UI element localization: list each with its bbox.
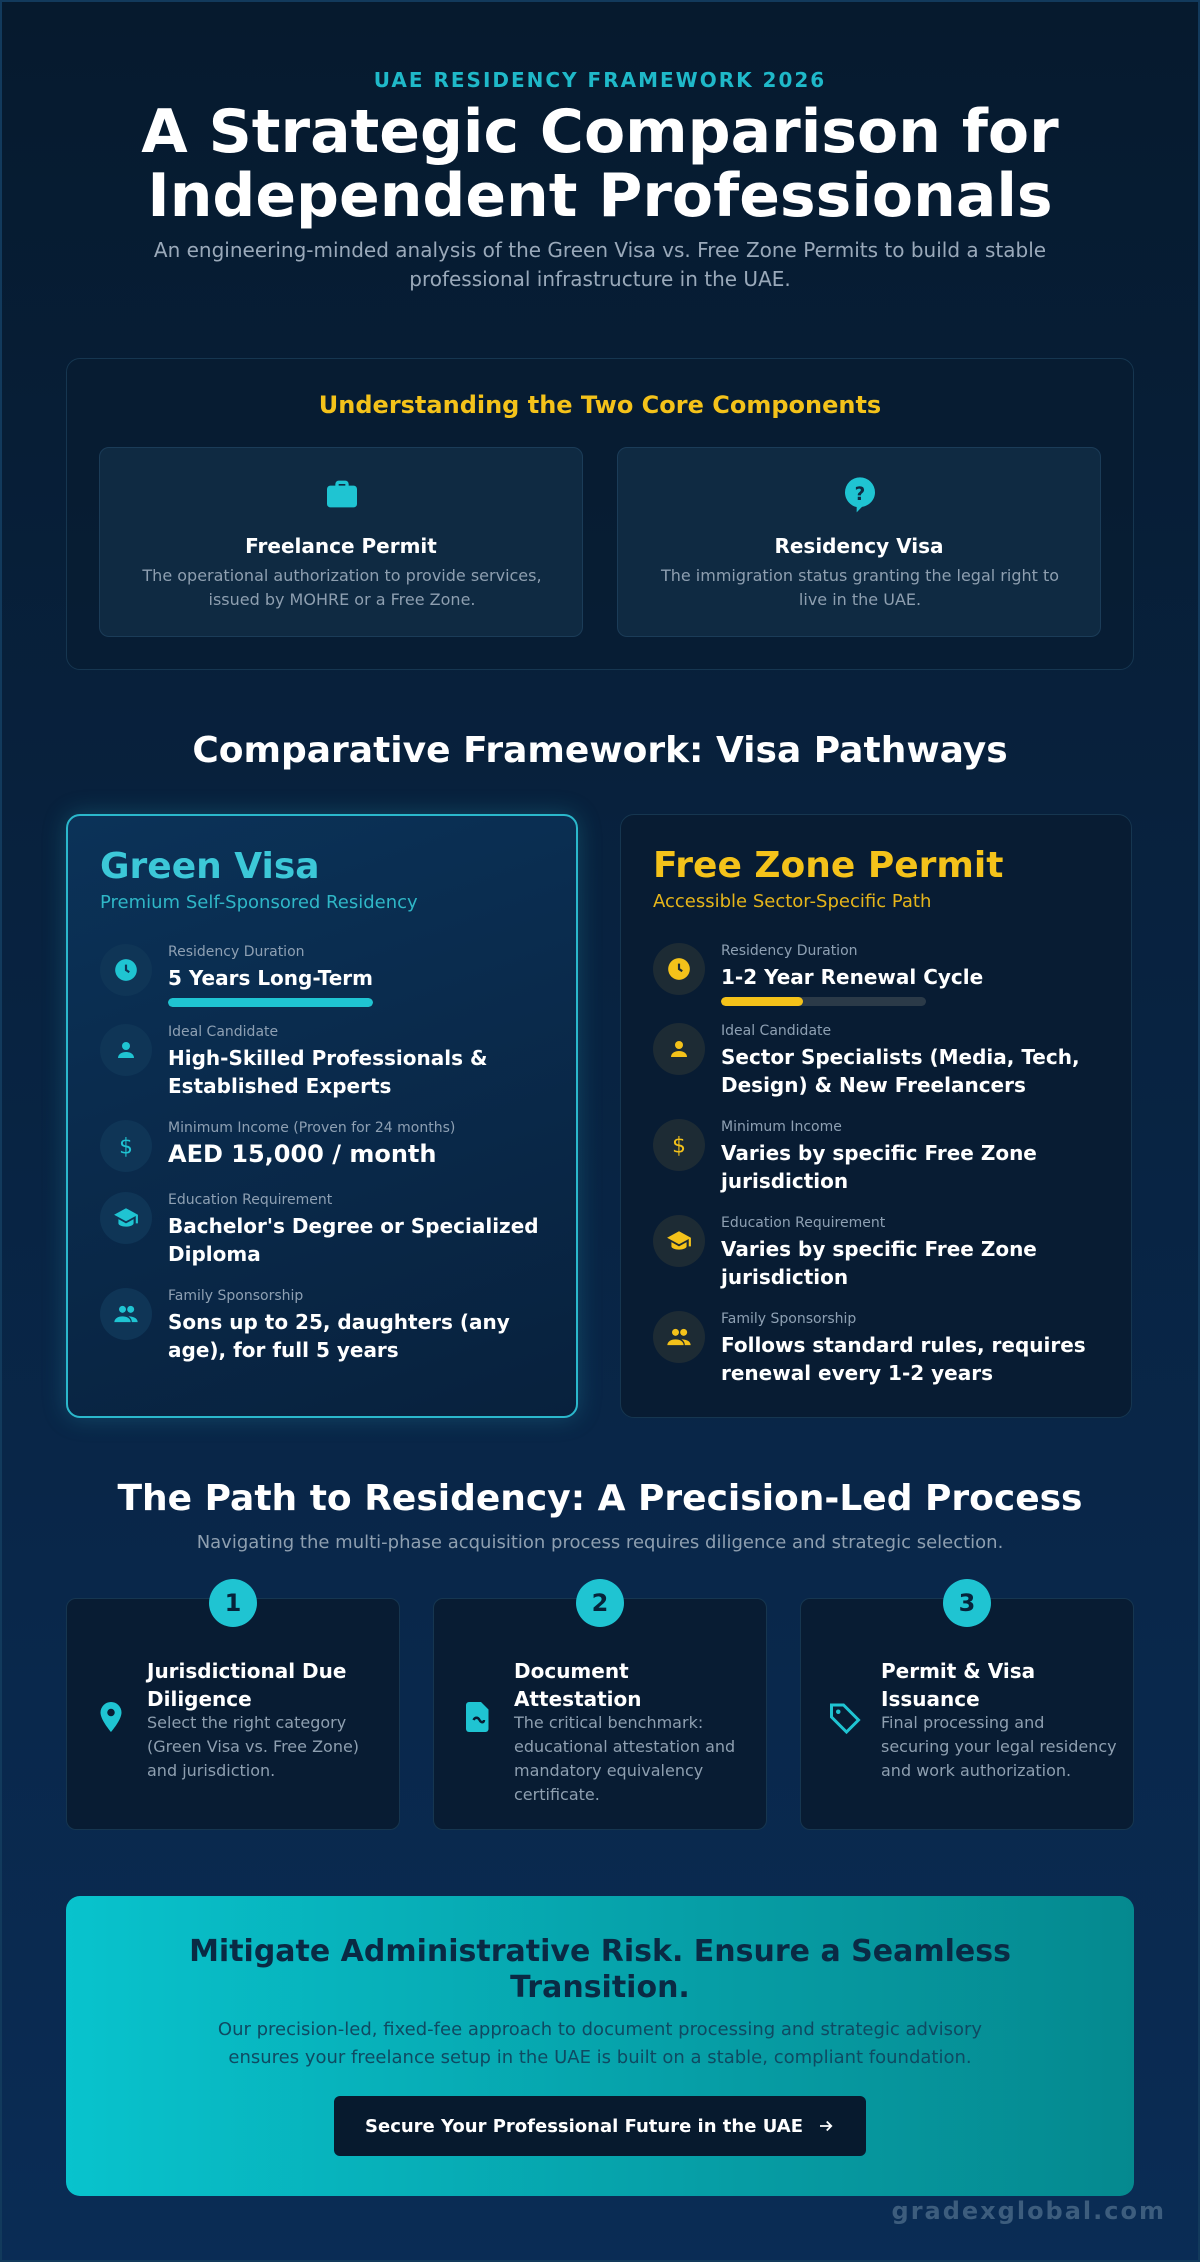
green-visa-title: Green Visa bbox=[100, 846, 320, 887]
row-label: Residency Duration bbox=[168, 944, 305, 960]
eyebrow-label: UAE RESIDENCY FRAMEWORK 2026 bbox=[373, 68, 827, 92]
person-icon bbox=[100, 1024, 152, 1076]
person-icon bbox=[653, 1023, 705, 1075]
row-value: Varies by specific Free Zone jurisdiction bbox=[721, 1237, 1037, 1289]
svg-text:$: $ bbox=[119, 1134, 133, 1159]
family-icon bbox=[653, 1311, 705, 1363]
cta-title: Mitigate Administrative Risk. Ensure a Seamless Transition. bbox=[189, 1934, 1011, 2005]
duration-bar bbox=[168, 998, 373, 1007]
dollar-icon bbox=[653, 1119, 705, 1171]
row-value: Bachelor's Degree or Specialized Diploma bbox=[168, 1214, 539, 1266]
svg-text:$: $ bbox=[672, 1133, 686, 1158]
footer-brand: gradexglobal.com bbox=[891, 2197, 1166, 2225]
duration-bar bbox=[721, 997, 926, 1006]
page-title: A Strategic Comparison for Independent Professionals bbox=[141, 97, 1059, 231]
process-subtitle: Navigating the multi-phase acquisition process requires diligence and strategic selection. bbox=[196, 1532, 1004, 1553]
core-card-desc: The immigration status granting the legal right to live in the UAE. bbox=[660, 566, 1060, 609]
row-value: Sector Specialists (Media, Tech, Design) & New Freelancers bbox=[721, 1045, 1080, 1097]
core-components-title: Understanding the Two Core Components bbox=[318, 391, 882, 419]
svg-text:?: ? bbox=[854, 483, 866, 505]
row-label: Ideal Candidate bbox=[168, 1024, 279, 1040]
step-title: Jurisdictional Due Diligence bbox=[147, 1659, 347, 1711]
row-label: Residency Duration bbox=[721, 943, 858, 959]
clock-icon bbox=[653, 943, 705, 995]
green-visa-card bbox=[66, 814, 578, 1418]
core-card-title: Freelance Permit bbox=[245, 534, 437, 558]
process-title: The Path to Residency: A Precision-Led Process bbox=[117, 1478, 1083, 1519]
row-value: Follows standard rules, requires renewal every 1-2 years bbox=[721, 1333, 1086, 1385]
page-subtitle: An engineering-minded analysis of the Green Visa vs. Free Zone Permits to build a stable professional infrastructure in the UAE. bbox=[153, 238, 1047, 291]
free-zone-subtitle: Accessible Sector-Specific Path bbox=[653, 891, 932, 912]
green-visa-subtitle: Premium Self-Sponsored Residency bbox=[100, 892, 418, 913]
comparison-title: Comparative Framework: Visa Pathways bbox=[192, 730, 1008, 771]
document-icon bbox=[460, 1699, 496, 1735]
step-desc: Select the right category (Green Visa vs. Free Zone) and jurisdiction. bbox=[147, 1713, 360, 1780]
clock-icon bbox=[100, 944, 152, 996]
step-desc: The critical benchmark: educational attestation and mandatory equivalency certificate. bbox=[514, 1713, 736, 1804]
secure-future-button[interactable] bbox=[334, 2096, 866, 2156]
row-label: Family Sponsorship bbox=[168, 1288, 304, 1304]
step-number: 3 bbox=[943, 1579, 991, 1627]
row-value: Varies by specific Free Zone jurisdiction bbox=[721, 1141, 1037, 1193]
residency-visa-card bbox=[617, 447, 1101, 637]
question-bubble-icon bbox=[840, 474, 880, 514]
map-pin-icon bbox=[93, 1699, 129, 1735]
arrow-right-icon bbox=[817, 2117, 835, 2135]
core-card-title: Residency Visa bbox=[774, 534, 944, 558]
row-label: Minimum Income bbox=[721, 1119, 842, 1135]
step-title: Permit & Visa Issuance bbox=[881, 1659, 1036, 1711]
free-zone-card bbox=[620, 814, 1132, 1418]
row-value: 1-2 Year Renewal Cycle bbox=[721, 965, 984, 989]
process-step-3 bbox=[800, 1589, 1134, 1830]
step-desc: Final processing and securing your legal residency and work authorization. bbox=[881, 1713, 1117, 1780]
freelance-permit-card bbox=[99, 447, 583, 637]
row-value: AED 15,000 / month bbox=[168, 1140, 437, 1168]
cta-panel bbox=[66, 1896, 1134, 2196]
free-zone-title: Free Zone Permit bbox=[653, 845, 1004, 886]
core-components-panel bbox=[66, 358, 1134, 670]
row-label: Ideal Candidate bbox=[721, 1023, 832, 1039]
cta-desc: Our precision-led, fixed-fee approach to document processing and strategic advisory ensures your freelance setup in the UAE is built on a stable, compliant foundation. bbox=[217, 2019, 983, 2068]
briefcase-icon bbox=[322, 474, 362, 514]
step-title: Document Attestation bbox=[514, 1659, 642, 1711]
process-step-1 bbox=[66, 1589, 400, 1830]
row-label: Family Sponsorship bbox=[721, 1311, 857, 1327]
tag-icon bbox=[827, 1699, 863, 1735]
row-label: Education Requirement bbox=[168, 1192, 333, 1208]
core-card-desc: The operational authorization to provide services, issued by MOHRE or a Free Zone. bbox=[142, 566, 542, 609]
family-icon bbox=[100, 1288, 152, 1340]
row-label: Education Requirement bbox=[721, 1215, 886, 1231]
graduation-cap-icon bbox=[100, 1192, 152, 1244]
step-number: 2 bbox=[576, 1579, 624, 1627]
row-value: High-Skilled Professionals & Established Experts bbox=[168, 1046, 488, 1098]
graduation-cap-icon bbox=[653, 1215, 705, 1267]
cta-button-label: Secure Your Professional Future in the UAE bbox=[365, 2115, 803, 2137]
step-number: 1 bbox=[209, 1579, 257, 1627]
row-value: 5 Years Long-Term bbox=[168, 966, 373, 990]
process-step-2 bbox=[433, 1589, 767, 1830]
row-value: Sons up to 25, daughters (any age), for full 5 years bbox=[168, 1310, 510, 1362]
dollar-icon bbox=[100, 1120, 152, 1172]
row-label: Minimum Income (Proven for 24 months) bbox=[168, 1120, 456, 1136]
